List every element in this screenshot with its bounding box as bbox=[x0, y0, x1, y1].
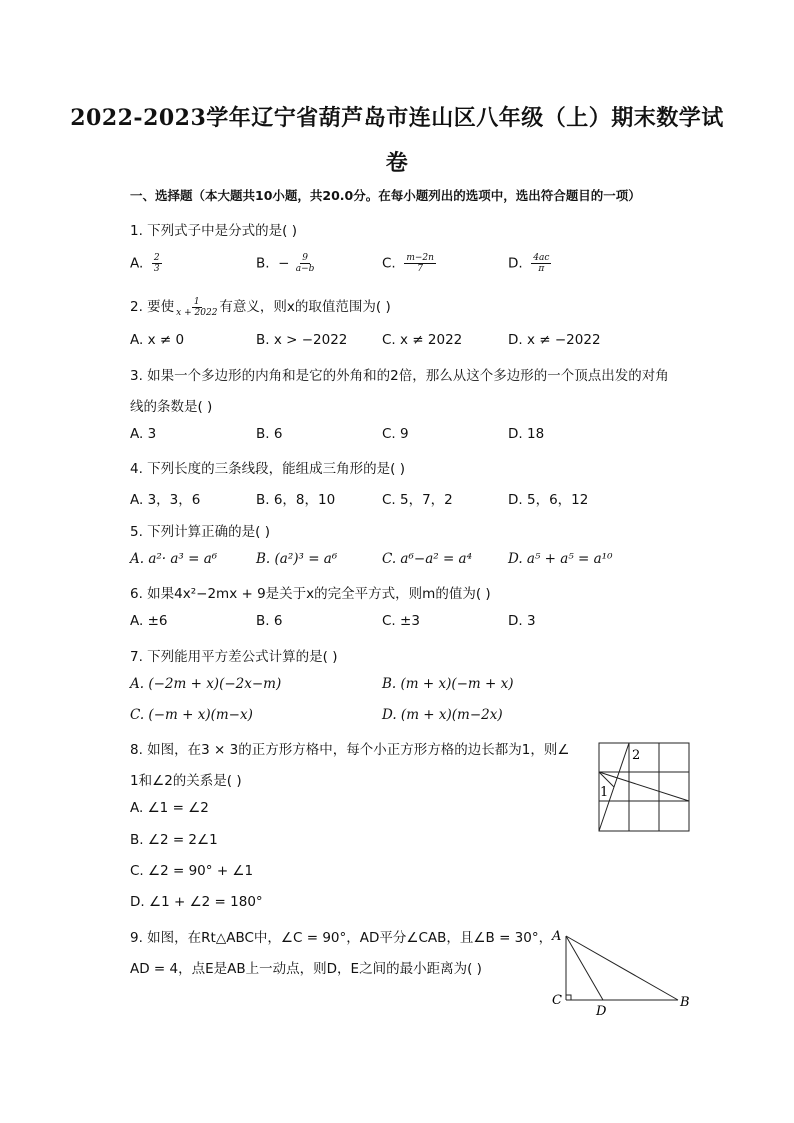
question-5: 5. 下列计算正确的是( ) bbox=[130, 524, 270, 540]
option-b: B. 6 bbox=[256, 426, 283, 442]
option-a: A. 3 bbox=[130, 426, 157, 442]
option-d: D. 3 bbox=[508, 613, 536, 629]
vertex-d-label: D bbox=[596, 1004, 607, 1018]
option-d: D. a⁵ + a⁵ = a¹⁰ bbox=[508, 551, 613, 567]
question-8-option-c: C. ∠2 = 90° + ∠1 bbox=[130, 863, 254, 879]
option-c: C. ±3 bbox=[382, 613, 420, 629]
option-c: C. a⁶−a² = a⁴ bbox=[382, 551, 473, 567]
option-b: B. 6 bbox=[256, 613, 283, 629]
question-9-line1: 9. 如图，在Rt△ABC中，∠C = 90°，AD平分∠CAB，且∠B = 30°， bbox=[130, 930, 553, 946]
fraction: $\frac{1}{x + 2022}$ bbox=[176, 296, 218, 318]
option-b: B. − $\frac{9}{a-b}$ bbox=[256, 253, 315, 274]
option-c: C. 5，7，2 bbox=[382, 492, 453, 508]
question-1: 1. 下列式子中是分式的是( ) bbox=[130, 223, 297, 239]
option-d: D. 5，6，12 bbox=[508, 492, 589, 508]
question-8-option-b: B. ∠2 = 2∠1 bbox=[130, 832, 218, 848]
option-a: A. x ≠ 0 bbox=[130, 332, 185, 348]
option-c: C. 9 bbox=[382, 426, 409, 442]
triangle-figure bbox=[548, 926, 696, 1018]
fraction: $\frac{9}{a-b}$ bbox=[295, 253, 315, 274]
vertex-b-label: B bbox=[680, 995, 690, 1010]
option-b: B. (m + x)(−m + x) bbox=[382, 676, 514, 692]
vertex-c-label: C bbox=[552, 993, 562, 1008]
grid-figure bbox=[594, 738, 694, 836]
option-a: A. a²· a³ = a⁶ bbox=[130, 551, 218, 567]
page-title-line1: 2022-2023学年辽宁省葫芦岛市连山区八年级（上）期末数学试 bbox=[70, 105, 724, 131]
fraction: $\frac{4ac}{\pi}$ bbox=[533, 253, 550, 274]
option-c: C. (−m + x)(m−x) bbox=[130, 707, 253, 723]
question-8-option-a: A. ∠1 = ∠2 bbox=[130, 800, 209, 816]
option-b: B. 6，8，10 bbox=[256, 492, 336, 508]
option-a: A. ±6 bbox=[130, 613, 168, 629]
option-d: D. 18 bbox=[508, 426, 545, 442]
angle-1-label: 1 bbox=[600, 785, 609, 800]
option-a: A. $\frac{2}{3}$ bbox=[130, 253, 160, 274]
option-b: B. (a²)³ = a⁶ bbox=[256, 551, 338, 567]
option-d: D. $\frac{4ac}{\pi}$ bbox=[508, 253, 550, 274]
question-7: 7. 下列能用平方差公式计算的是( ) bbox=[130, 649, 338, 665]
question-6: 6. 如果4x²−2mx + 9是关于x的完全平方式，则m的值为( ) bbox=[130, 586, 491, 602]
fraction: $\frac{m-2n}{7}$ bbox=[406, 253, 434, 274]
question-8-line1: 8. 如图，在3 × 3的正方形方格中，每个小正方形方格的边长都为1，则∠ bbox=[130, 742, 570, 758]
option-a: A. 3，3，6 bbox=[130, 492, 201, 508]
page-title-line2: 卷 bbox=[385, 150, 409, 176]
question-3-line2: 线的条数是( ) bbox=[130, 399, 213, 415]
option-c: C. x ≠ 2022 bbox=[382, 332, 463, 348]
question-8-option-d: D. ∠1 + ∠2 = 180° bbox=[130, 894, 263, 910]
question-3-line1: 3. 如果一个多边形的内角和是它的外角和的2倍，那么从这个多边形的一个顶点出发的对角 bbox=[130, 368, 669, 384]
option-d: D. (m + x)(m−2x) bbox=[382, 707, 503, 723]
question-8-line2: 1和∠2的关系是( ) bbox=[130, 773, 242, 789]
option-c: C. $\frac{m-2n}{7}$ bbox=[382, 253, 434, 274]
vertex-a-label: A bbox=[552, 929, 562, 944]
section-heading: 一、选择题（本大题共10小题，共20.0分。在每小题列出的选项中，选出符合题目的一项） bbox=[130, 188, 641, 203]
option-a: A. (−2m + x)(−2x−m) bbox=[130, 676, 282, 692]
question-9-line2: AD = 4，点E是AB上一动点，则D，E之间的最小距离为( ) bbox=[130, 961, 482, 977]
fraction: $\frac{2}{3}$ bbox=[153, 253, 160, 274]
option-b: B. x > −2022 bbox=[256, 332, 348, 348]
angle-2-label: 2 bbox=[632, 748, 641, 763]
question-2: 2. 要使 $\frac{1}{x + 2022}$ 有意义，则x的取值范围为( ) bbox=[130, 296, 391, 318]
option-d: D. x ≠ −2022 bbox=[508, 332, 601, 348]
question-4: 4. 下列长度的三条线段，能组成三角形的是( ) bbox=[130, 461, 405, 477]
